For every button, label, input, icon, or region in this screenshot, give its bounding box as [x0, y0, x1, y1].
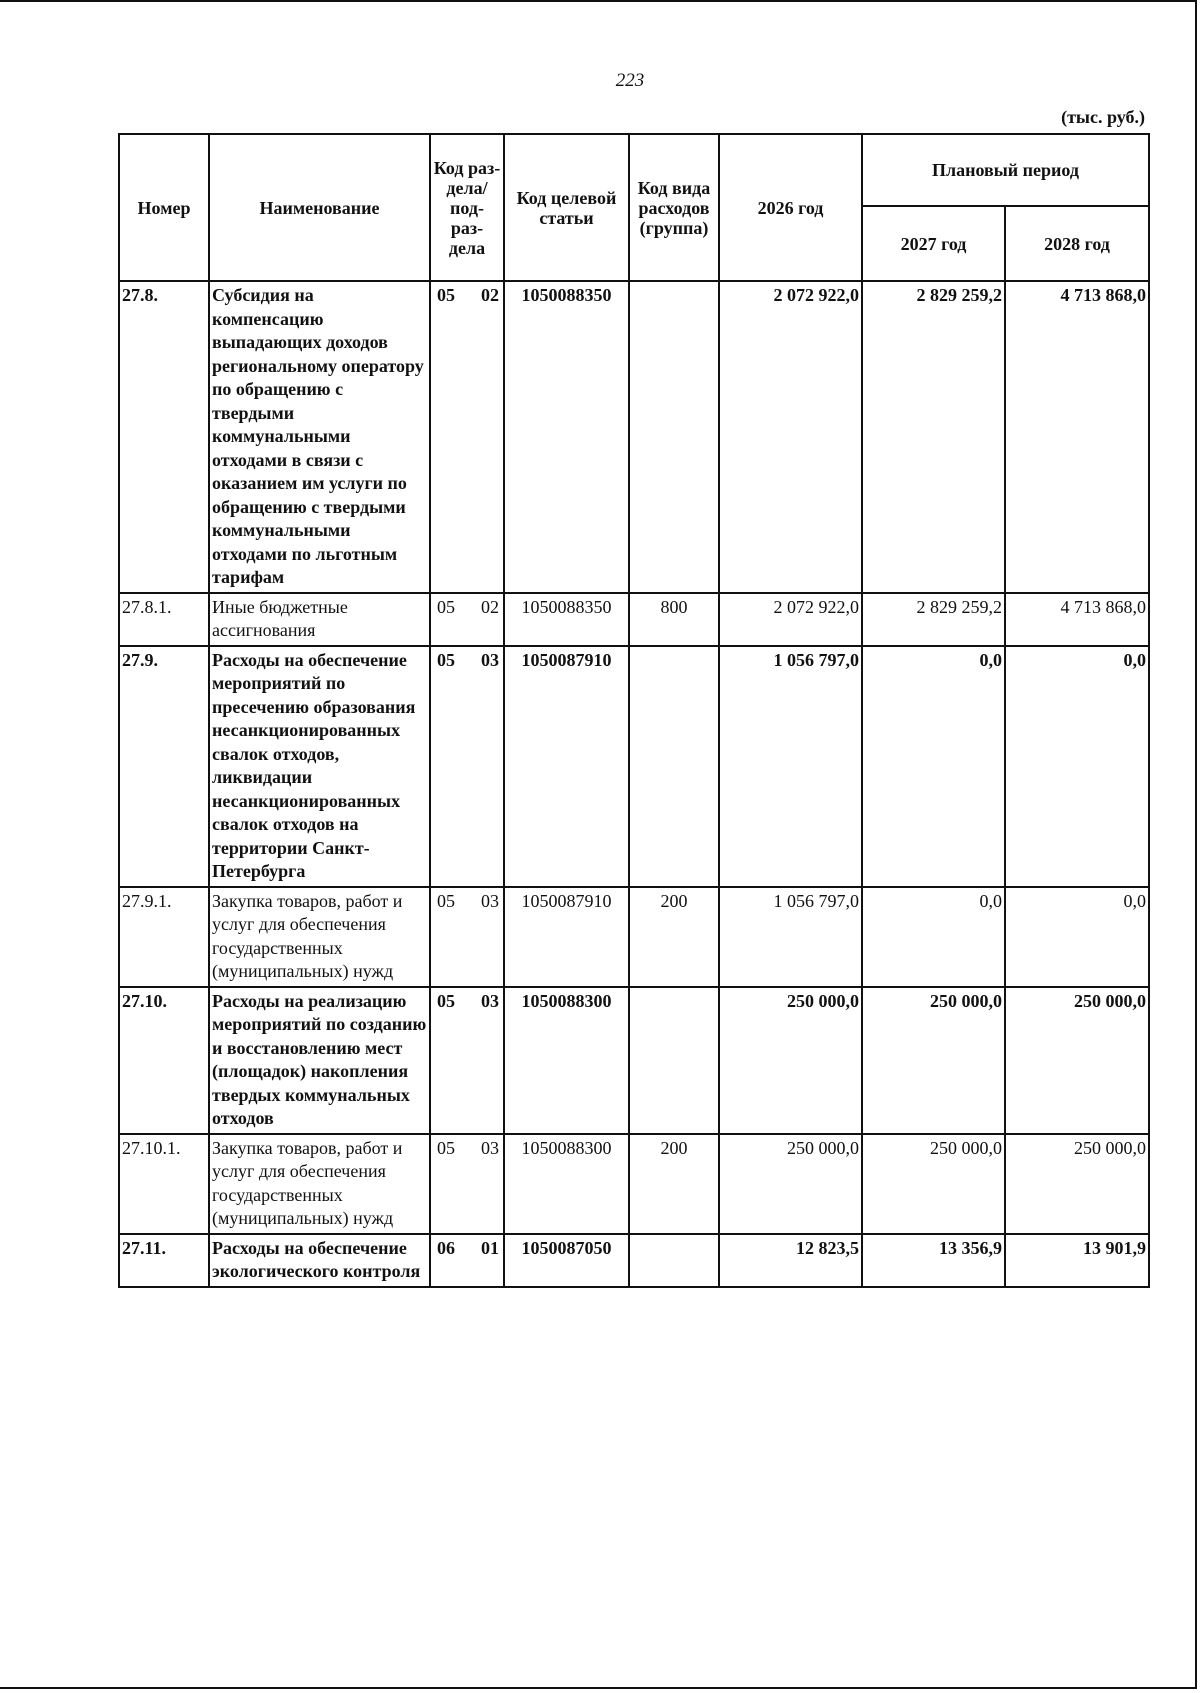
header-2027: 2027 год	[862, 206, 1005, 281]
row-2028-value: 250 000,0	[1005, 987, 1149, 1134]
row-section-code: 05	[437, 990, 455, 1011]
header-section: Код раз- дела/ под- раз- дела	[430, 134, 504, 281]
page-number: 223	[615, 70, 645, 91]
row-section	[430, 593, 504, 646]
row-expense-code: 800	[629, 593, 719, 646]
row-number: 27.10.	[119, 987, 209, 1134]
row-2027-value: 250 000,0	[862, 1134, 1005, 1234]
row-name: Расходы на обеспечение экологического контроля	[209, 1234, 430, 1287]
row-subsection-code: 03	[481, 649, 499, 670]
row-number: 27.9.	[119, 646, 209, 887]
row-2026-value: 250 000,0	[719, 1134, 862, 1234]
row-number: 27.11.	[119, 1234, 209, 1287]
row-expense-code	[629, 646, 719, 887]
row-2027-value: 0,0	[862, 646, 1005, 887]
row-name: Расходы на обеспечение мероприятий по пресечению образования несанкционированных свалок отходов, ликвидации несанкционированных свалок отходов на территории Санкт-Петербурга	[209, 646, 430, 887]
row-target-code: 1050088350	[504, 593, 629, 646]
row-target-code: 1050087910	[504, 646, 629, 887]
row-section	[430, 646, 504, 887]
row-section-code: 05	[437, 1137, 455, 1158]
row-2028-value: 4 713 868,0	[1005, 281, 1149, 593]
row-2026-value: 1 056 797,0	[719, 887, 862, 987]
row-expense-code	[629, 281, 719, 593]
row-2027-value: 250 000,0	[862, 987, 1005, 1134]
row-target-code: 1050087910	[504, 887, 629, 987]
row-expense-code: 200	[629, 1134, 719, 1234]
header-number: Номер	[119, 134, 209, 281]
row-target-code: 1050088350	[504, 281, 629, 593]
row-2028-value: 0,0	[1005, 887, 1149, 987]
row-2027-value: 0,0	[862, 887, 1005, 987]
row-section-code: 05	[437, 285, 455, 305]
header-2028: 2028 год	[1005, 206, 1149, 281]
row-subsection-code: 02	[481, 596, 499, 617]
header-2026: 2026 год	[719, 134, 862, 281]
table-row	[119, 646, 1149, 887]
header-name: Наименование	[209, 134, 430, 281]
row-target-code: 1050087050	[504, 1234, 629, 1287]
row-section	[430, 1134, 504, 1234]
row-number: 27.8.1.	[119, 593, 209, 646]
row-expense-code: 200	[629, 887, 719, 987]
row-section-code: 05	[437, 596, 455, 617]
row-2028-value: 0,0	[1005, 646, 1149, 887]
row-name: Закупка товаров, работ и услуг для обеспечения государственных (муниципальных) нужд	[209, 887, 430, 987]
row-name: Расходы на реализацию мероприятий по созданию и восстановлению мест (площадок) накопления твердых коммунальных отходов	[209, 987, 430, 1134]
row-2026-value: 2 072 922,0	[719, 593, 862, 646]
row-subsection-code: 01	[481, 1237, 499, 1258]
row-2027-value: 2 829 259,2	[862, 593, 1005, 646]
row-target-code: 1050088300	[504, 987, 629, 1134]
row-2027-value: 2 829 259,2	[862, 281, 1005, 593]
units-label: (тыс. руб.)	[1061, 107, 1145, 127]
row-expense-code	[629, 987, 719, 1134]
row-2026-value: 250 000,0	[719, 987, 862, 1134]
row-2027-value: 13 356,9	[862, 1234, 1005, 1287]
header-expense: Код вида расходов (группа)	[629, 134, 719, 281]
row-name: Закупка товаров, работ и услуг для обеспечения государственных (муниципальных) нужд	[209, 1134, 430, 1234]
row-subsection-code: 02	[481, 285, 499, 305]
table-row	[119, 593, 1149, 646]
row-section-code: 05	[437, 890, 455, 911]
row-section-code: 05	[437, 649, 455, 670]
row-subsection-code: 03	[481, 990, 499, 1011]
row-subsection-code: 03	[481, 890, 499, 911]
header-target: Код целевой статьи	[504, 134, 629, 281]
row-name: Субсидия на компенсацию выпадающих доходов региональному оператору по обращению с твердыми коммунальными отходами в связи с оказанием им услуги по обращению с твердыми коммунальными отходами по льготным тарифам	[209, 281, 430, 593]
row-section	[430, 1234, 504, 1287]
row-2026-value: 1 056 797,0	[719, 646, 862, 887]
budget-table	[118, 133, 1150, 1288]
table-row	[119, 887, 1149, 987]
row-2028-value: 250 000,0	[1005, 1134, 1149, 1234]
table-row	[119, 1134, 1149, 1234]
row-name: Иные бюджетные ассигнования	[209, 593, 430, 646]
row-section	[430, 887, 504, 987]
row-target-code: 1050088300	[504, 1134, 629, 1234]
row-2028-value: 4 713 868,0	[1005, 593, 1149, 646]
header-planned-period: Плановый период	[862, 134, 1149, 206]
row-number: 27.10.1.	[119, 1134, 209, 1234]
row-expense-code	[629, 1234, 719, 1287]
table-row	[119, 1234, 1149, 1287]
row-2026-value: 2 072 922,0	[719, 281, 862, 593]
header-row-top	[119, 134, 1149, 206]
table-row	[119, 987, 1149, 1134]
row-number: 27.9.1.	[119, 887, 209, 987]
row-2028-value: 13 901,9	[1005, 1234, 1149, 1287]
row-number: 27.8.	[119, 281, 209, 593]
row-section	[430, 987, 504, 1134]
row-section	[430, 281, 504, 593]
row-2026-value: 12 823,5	[719, 1234, 862, 1287]
row-subsection-code: 03	[481, 1137, 499, 1158]
table-row	[119, 281, 1149, 593]
row-section-code: 06	[437, 1237, 455, 1258]
